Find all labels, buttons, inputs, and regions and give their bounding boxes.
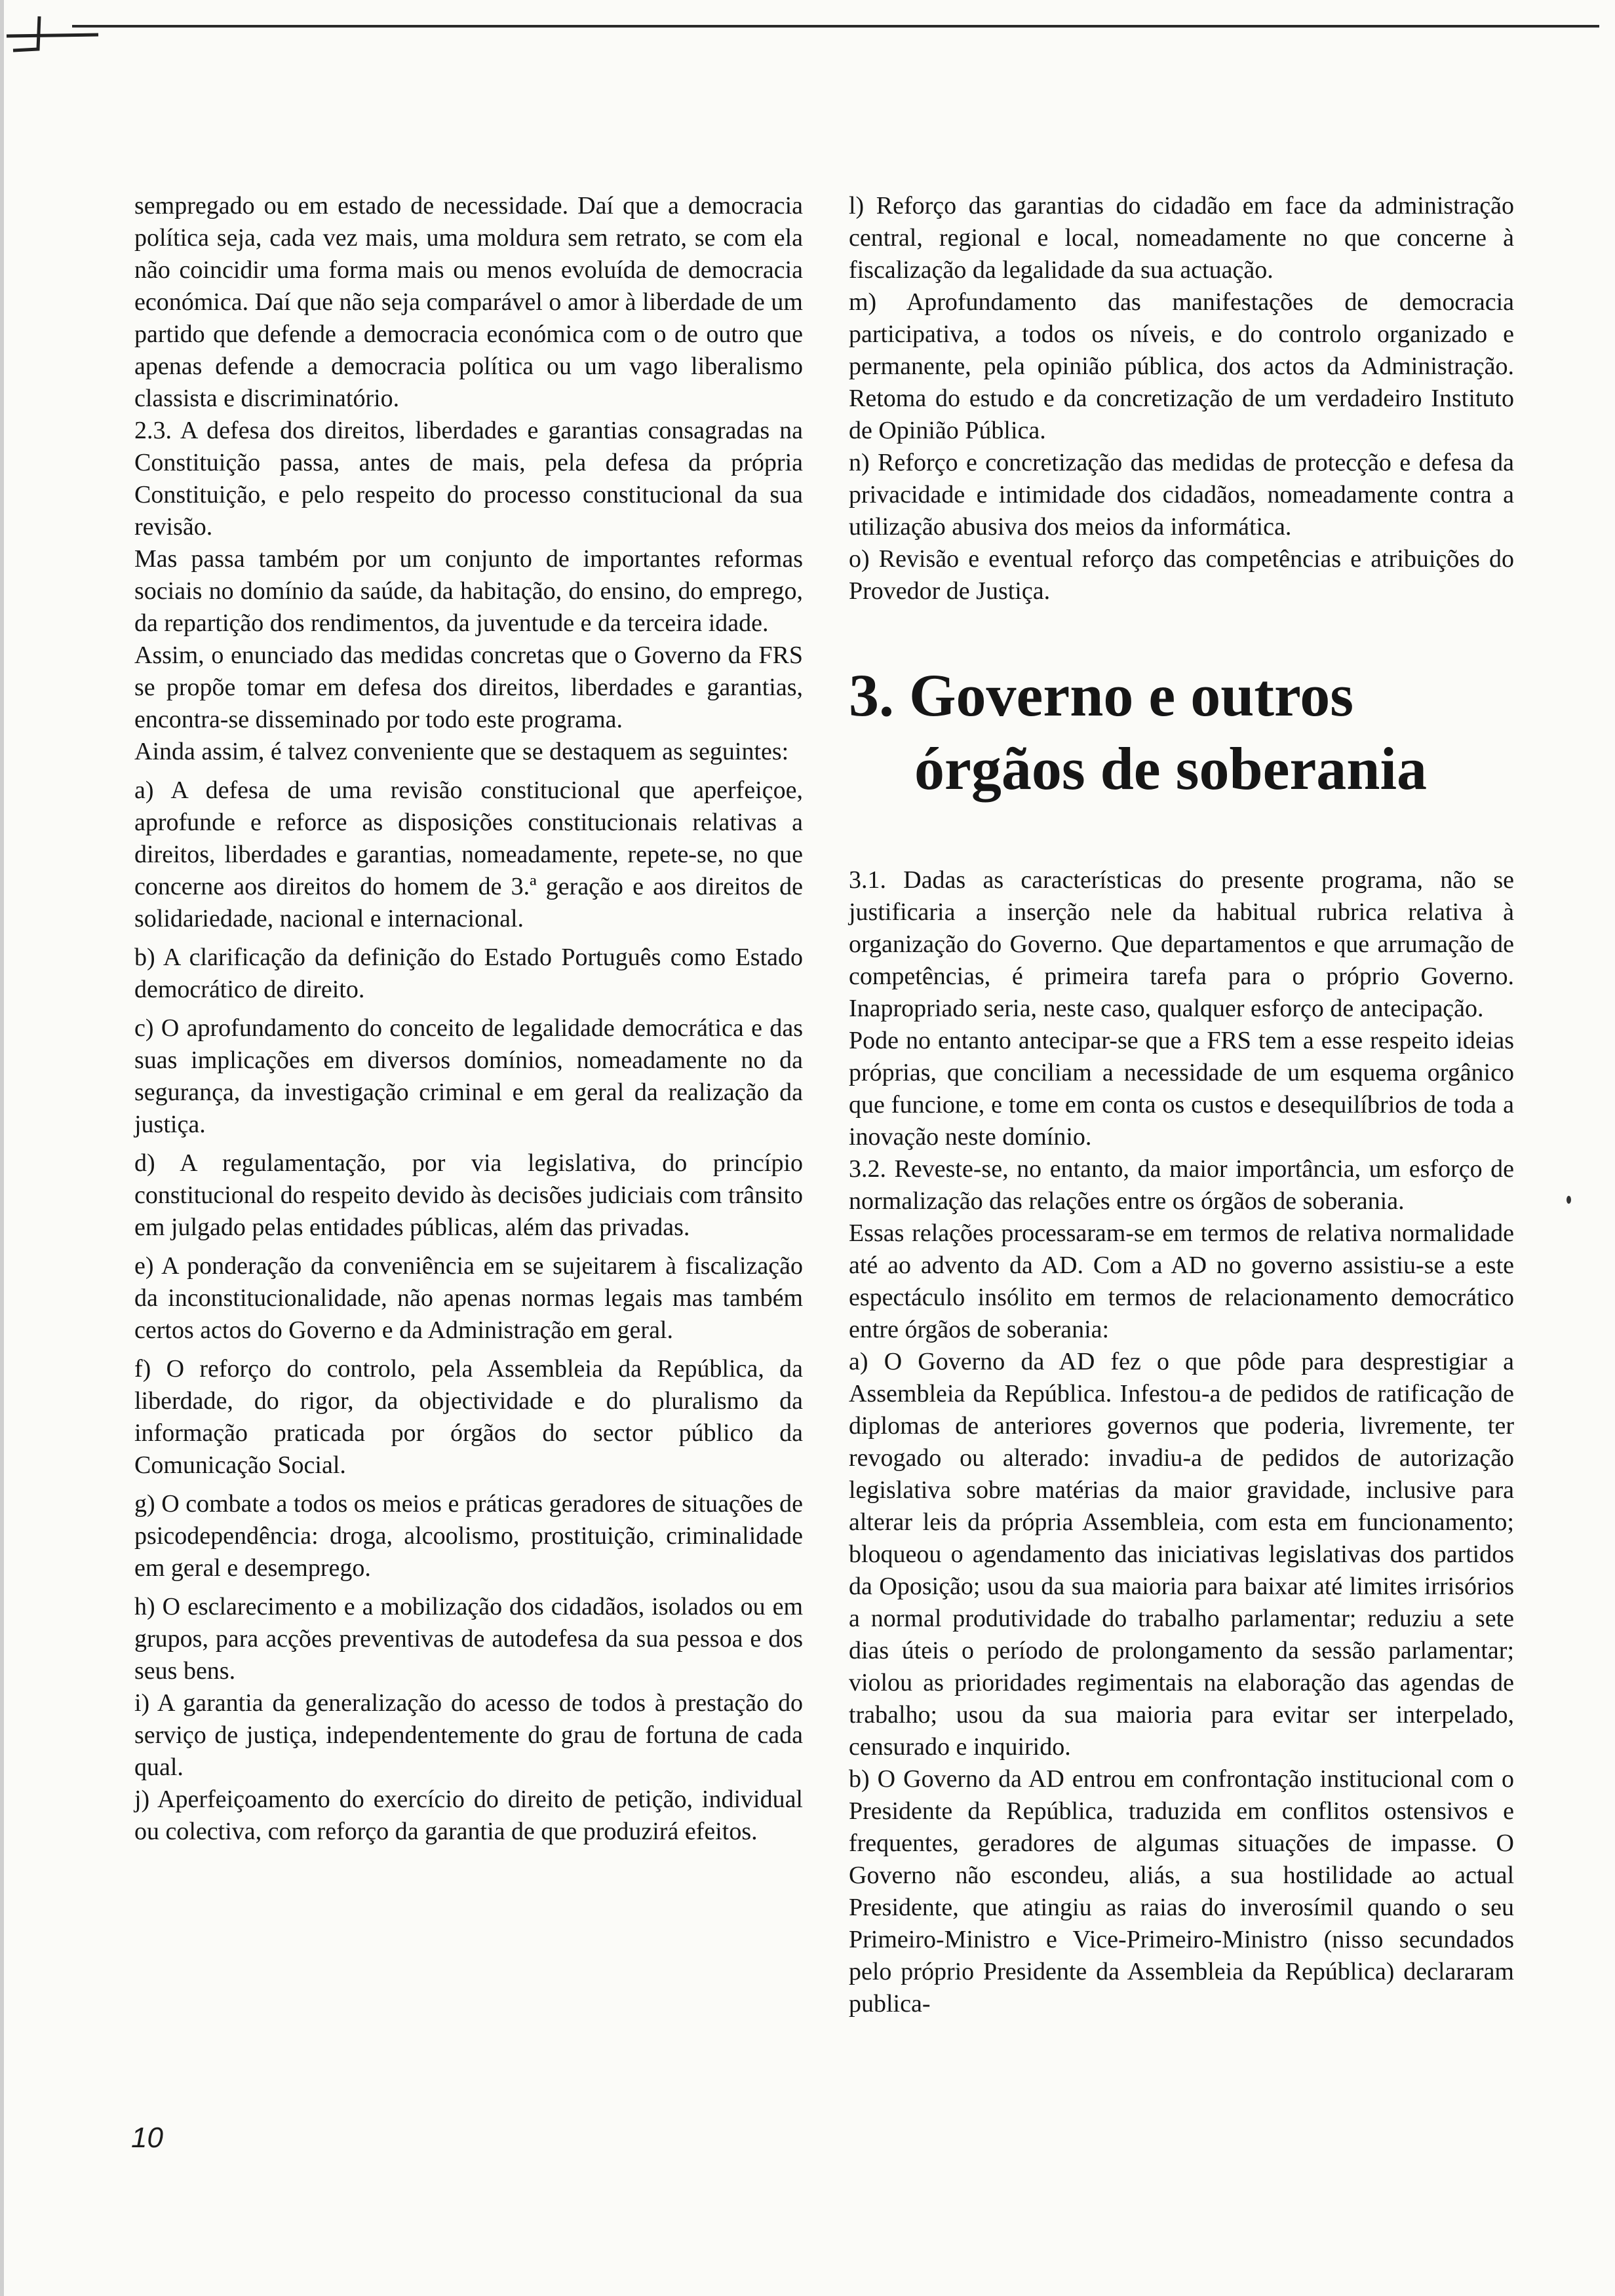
paragraph: Ainda assim, é talvez conveniente que se destaquem as seguintes: (134, 738, 789, 765)
list-item: a) A defesa de uma revisão constitucional que aperfeiçoe, aprofunde e reforce as disposições constitucionais relativas a direitos, liberdades e garantias, nomeadamente, repete-se, no que concerne aos direitos do homem de 3.ª geração e aos direitos de solidariedade, nacional e internacional. (134, 776, 803, 932)
list-item: i) A garantia da generalização do acesso de todos à prestação do serviço de justiça, independentemente do grau de fortuna de cada qual. (134, 1689, 803, 1781)
list-item: j) Aperfeiçoamento do exercício do direito de petição, individual ou colectiva, com reforço da garantia de que produzirá efeitos. (134, 1786, 803, 1845)
list-item: h) O esclarecimento e a mobilização dos cidadãos, isolados ou em grupos, para acções preventivas de autodefesa da sua pessoa e dos seus bens. (134, 1593, 803, 1685)
section-heading (849, 659, 1514, 805)
list-item: d) A regulamentação, por via legislativa, do princípio constitucional do respeito devido às decisões judiciais com trânsito em julgado pelas entidades públicas, além das privadas. (134, 1149, 803, 1241)
left-column (134, 190, 803, 1848)
paragraph: 3.1. Dadas as características do presente programa, não se justificaria a inserção nele da habitual rubrica relativa à organização do Governo. Que departamentos e que arrumação de competências, é primeira tarefa para o próprio Governo. Inapropriado seria, neste caso, qualquer esforço de antecipação. (849, 866, 1514, 1022)
scan-speck (1566, 1196, 1571, 1204)
list-item: a) O Governo da AD fez o que pôde para desprestigiar a Assembleia da República. Infestou-a de pedidos de ratificação de diplomas de anteriores governos que poderia, livremente, ter revogado ou alterado: invadiu-a de pedidos de autorização legislativa sobre matérias da maior gravidade, inclusive para alterar leis da própria Assembleia, com esta em funcionamento; bloqueou o agendamento das iniciativas legislativas dos partidos da Oposição; usou da sua maioria para baixar até limites irrisórios a normal produtividade do trabalho parlamentar; reduziu a sete dias úteis o período de prolongamento da sessão parlamentar; violou as prioridades regimentais na elaboração das agendas de trabalho; usou da sua maioria para evitar ser interpelado, censurado e inquirido. (849, 1348, 1514, 1761)
scan-corner-mark (0, 10, 105, 62)
paragraph: sempregado ou em estado de necessidade. Daí que a democracia política seja, cada vez mais, uma moldura sem retrato, se com ela não coincidir uma forma mais ou menos evoluída de democracia económica. Daí que não seja comparável o amor à liberdade de um partido que defende a democracia económica com o de outro que apenas defende a democracia política ou um vago liberalismo classista e discriminatório. (134, 192, 803, 412)
paragraph: 3.2. Reveste-se, no entanto, da maior importância, um esforço de normalização das relações entre os órgãos de soberania. (849, 1155, 1514, 1215)
list-item: m) Aprofundamento das manifestações de democracia participativa, a todos os níveis, e do controlo organizado e permanente, pela opinião pública, dos actos da Administração. Retoma do estudo e da concretização de um verdadeiro Instituto de Opinião Pública. (849, 288, 1514, 444)
paragraph: 2.3. A defesa dos direitos, liberdades e garantias consagradas na Constituição passa, antes de mais, pela defesa da própria Constituição, e pelo respeito do processo constitucional da sua revisão. (134, 417, 803, 541)
paragraph: Mas passa também por um conjunto de importantes reformas sociais no domínio da saúde, da habitação, do ensino, do emprego, da repartição dos rendimentos, da juventude e da terceira idade. (134, 545, 803, 637)
list-item: f) O reforço do controlo, pela Assembleia da República, da liberdade, do rigor, da objectividade e do pluralismo da informação praticada por órgãos do sector público da Comunicação Social. (134, 1355, 803, 1479)
top-rule (72, 25, 1599, 28)
paragraph: Pode no entanto antecipar-se que a FRS tem a esse respeito ideias próprias, que conciliam a necessidade de um esquema orgânico que funcione, e tome em conta os custos e desequilíbrios de toda a inovação neste domínio. (849, 1027, 1514, 1151)
list-item: l) Reforço das garantias do cidadão em face da administração central, regional e local, nomeadamente no que concerne à fiscalização da legalidade da sua actuação. (849, 192, 1514, 284)
section-heading-line-1: 3. Governo e outros (849, 662, 1354, 729)
paragraph: Assim, o enunciado das medidas concretas que o Governo da FRS se propõe tomar em defesa dos direitos, liberdades e garantias, encontra-se disseminado por todo este programa. (134, 641, 803, 733)
page-number: 10 (131, 2122, 163, 2154)
list-item: c) O aprofundamento do conceito de legalidade democrática e das suas implicações em diversos domínios, nomeadamente no da segurança, da investigação criminal e em geral da realização da justiça. (134, 1014, 803, 1138)
list-item: n) Reforço e concretização das medidas de protecção e defesa da privacidade e intimidade dos cidadãos, nomeadamente contra a utilização abusiva dos meios da informática. (849, 449, 1514, 541)
right-column (849, 190, 1514, 2020)
list-item: o) Revisão e eventual reforço das competências e atribuições do Provedor de Justiça. (849, 545, 1514, 605)
scan-edge (0, 0, 4, 2296)
list-item: g) O combate a todos os meios e práticas geradores de situações de psicodependência: droga, alcoolismo, prostituição, criminalidade em geral e desemprego. (134, 1490, 803, 1582)
paragraph: Essas relações processaram-se em termos de relativa normalidade até ao advento da AD. Com a AD no governo assistiu-se a este espectáculo insólito em termos de relacionamento democrático entre órgãos de soberania: (849, 1219, 1514, 1343)
list-item: b) O Governo da AD entrou em confrontação institucional com o Presidente da República, traduzida em conflitos ostensivos e frequentes, geradores de algumas situações de impasse. O Governo não escondeu, aliás, a sua hostilidade ao actual Presidente, que atingiu as raias do inverosímil quando o seu Primeiro-Ministro e Vice-Primeiro-Ministro (nisso secundados pelo próprio Presidente da Assembleia da República) declararam publica- (849, 1765, 1514, 2018)
list-item: e) A ponderação da conveniência em se sujeitarem à fiscalização da inconstitucionalidade, não apenas normas legais mas também certos actos do Governo e da Administração em geral. (134, 1252, 803, 1344)
list-item: b) A clarificação da definição do Estado Português como Estado democrático de direito. (134, 944, 803, 1003)
section-heading-line-2: órgãos de soberania (914, 735, 1427, 802)
